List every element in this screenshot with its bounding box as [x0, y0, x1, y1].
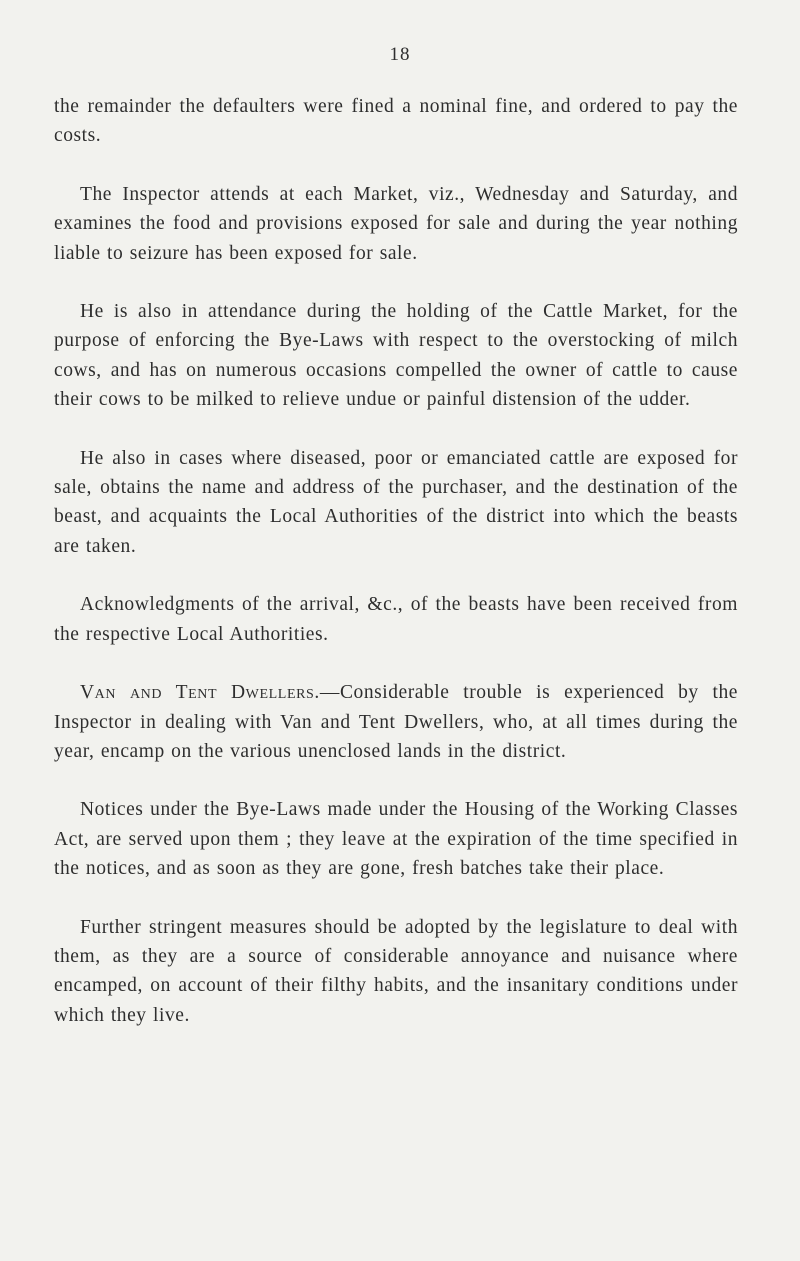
- page-number: 18: [389, 44, 411, 65]
- section-heading-van-tent-dwellers: Van and Tent Dwellers.: [80, 682, 320, 704]
- paragraph-van-tent-dwellers: [54, 678, 738, 766]
- paragraph-cattle-market: He is also in attendance during the holding of the Cattle Market, for the purpose of enforcing the Bye-Laws with respect to the overstocking of milch cows, and has on numerous occasions compelled the owner of cattle to cause their cows to be milked to relieve undue or painful distension of the udder.: [54, 301, 738, 411]
- paragraph-acknowledgments: Acknowledgments of the arrival, &c., of the beasts have been received from the respective Local Authorities.: [54, 594, 738, 645]
- paragraph-diseased-cattle: He also in cases where diseased, poor or emanciated cattle are exposed for sale, obtains the name and address of the purchaser, and the destination of the beast, and acquaints the Local Authorities of the district into which the beasts are taken.: [54, 447, 738, 557]
- van-tent-dwellers-text: —Considerable trouble is experienced by the Inspector in dealing with Van and Tent Dwellers, who, at all times during the year, encamp on the various unenclosed lands in the district.: [54, 682, 739, 762]
- paragraph-further-measures: Further stringent measures should be adopted by the legislature to deal with them, as they are a source of considerable annoyance and nuisance where encamped, on account of their filthy habits, and the insanitary conditions under which they live.: [54, 916, 738, 1026]
- paragraph-defaulters-fined: the remainder the defaulters were fined a nominal fine, and ordered to pay the costs.: [54, 96, 738, 147]
- paragraph-notices-bye-laws: Notices under the Bye-Laws made under the Housing of the Working Classes Act, are served upon them ; they leave at the expiration of the time specified in the notices, and as soon as they are gone, fresh batches take their place.: [54, 799, 738, 880]
- body-text: [54, 92, 738, 1059]
- paragraph-market-inspection: The Inspector attends at each Market, viz., Wednesday and Saturday, and examines the food and provisions exposed for sale and during the year nothing liable to seizure has been exposed for sale.: [54, 183, 738, 264]
